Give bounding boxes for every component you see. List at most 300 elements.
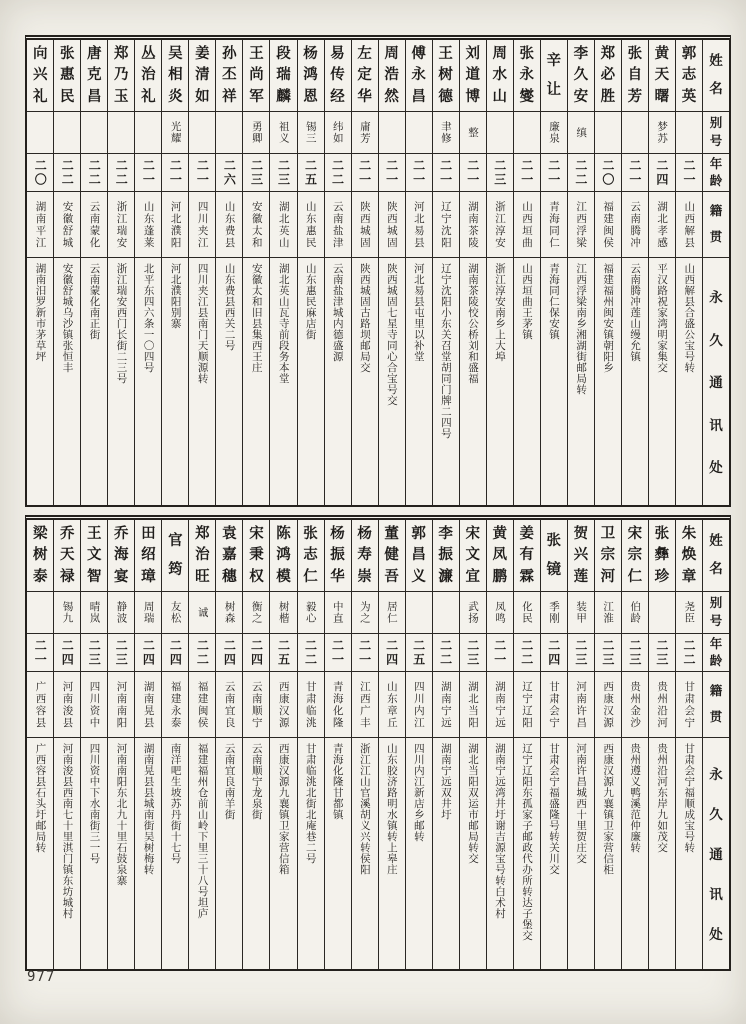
name-cell: 贺 兴 莲 xyxy=(568,520,594,592)
person-column xyxy=(269,40,296,505)
age-cell: 二一 xyxy=(541,154,567,192)
age-cell: 二六 xyxy=(216,154,242,192)
person-column xyxy=(567,520,594,969)
hao-cell: 武扬 xyxy=(460,592,486,634)
native-cell: 湖南平江 xyxy=(27,192,53,258)
column-header-name: 姓 名 xyxy=(703,40,729,112)
hao-cell xyxy=(27,112,53,154)
hao-cell xyxy=(487,112,513,154)
age-cell: 二一 xyxy=(487,634,513,672)
hao-cell xyxy=(135,112,161,154)
name-cell: 张 镜 xyxy=(541,520,567,592)
person-column xyxy=(432,520,459,969)
hao-cell: 诚 xyxy=(189,592,215,634)
native-cell: 福建永泰 xyxy=(162,672,188,738)
column-header-address: 永 久 通 讯 处 xyxy=(703,738,729,969)
native-cell: 云南盐津 xyxy=(325,192,351,258)
name-cell: 刘 道 博 xyxy=(460,40,486,112)
native-cell: 浙江瑞安 xyxy=(108,192,134,258)
age-cell: 二三 xyxy=(460,634,486,672)
column-header-hao: 别 号 xyxy=(703,112,729,154)
address-cell: 北平东四六条一〇四号 xyxy=(142,263,155,373)
hao-cell: 廉泉 xyxy=(541,112,567,154)
native-cell: 贵州沿河 xyxy=(649,672,675,738)
address-cell: 四川资中下水南街三一号 xyxy=(88,743,101,864)
column-header-address: 永 久 通 讯 处 xyxy=(703,258,729,505)
native-cell: 贵州金沙 xyxy=(622,672,648,738)
address-cell: 浙江江山官溪胡义兴转侯阳 xyxy=(358,743,371,875)
native-cell: 山西解县 xyxy=(676,192,702,258)
hao-cell: 凤鸣 xyxy=(487,592,513,634)
age-cell: 二二 xyxy=(325,154,351,192)
age-cell: 二二 xyxy=(54,154,80,192)
address-cell: 河南浚县西南七十里淇门镇东坊城村 xyxy=(61,743,74,919)
address-cell: 湖北英山瓦寺前段务本堂 xyxy=(277,263,290,384)
address-cell: 青海化隆甘都镇 xyxy=(331,743,344,820)
address-cell: 湖南晃县县城南街吴树梅转 xyxy=(142,743,155,875)
native-cell: 山东蓬莱 xyxy=(135,192,161,258)
address-cell: 南洋吧生坡苏丹街十七号 xyxy=(169,743,182,864)
address-cell: 辽宁辽阳东孤家子邮政代办所转达子堡交 xyxy=(521,743,534,941)
address-cell: 河南许昌城西十里贺庄交 xyxy=(575,743,588,864)
hao-cell xyxy=(108,112,134,154)
person-column xyxy=(432,40,459,505)
native-cell: 广西容县 xyxy=(27,672,53,738)
name-cell: 郭 昌 义 xyxy=(406,520,432,592)
native-cell: 西康汉源 xyxy=(595,672,621,738)
hao-cell: 锡三 xyxy=(298,112,324,154)
native-cell: 江西浮梁 xyxy=(568,192,594,258)
address-cell: 河南南阳东北九十里石鼓泉寨 xyxy=(115,743,128,886)
person-column xyxy=(351,520,378,969)
person-column xyxy=(242,40,269,505)
name-cell: 陈 鸿 模 xyxy=(270,520,296,592)
age-cell: 二四 xyxy=(54,634,80,672)
hao-cell: 装甲 xyxy=(568,592,594,634)
hao-cell: 纬如 xyxy=(325,112,351,154)
address-cell: 云南盐津城内德盛源 xyxy=(331,263,344,362)
name-cell: 吴 相 炎 xyxy=(162,40,188,112)
name-cell: 宋 秉 权 xyxy=(243,520,269,592)
native-cell: 河南许昌 xyxy=(568,672,594,738)
name-cell: 张 自 芳 xyxy=(622,40,648,112)
age-cell: 二二 xyxy=(433,634,459,672)
person-column xyxy=(297,40,324,505)
person-column xyxy=(621,40,648,505)
address-cell: 山东费县西关二号 xyxy=(223,263,236,351)
native-cell: 湖北英山 xyxy=(270,192,296,258)
native-cell: 云南顺宁 xyxy=(243,672,269,738)
column-header-hao: 别 号 xyxy=(703,592,729,634)
name-cell: 董 健 吾 xyxy=(379,520,405,592)
address-cell: 浙江瑞安西门长街二三号 xyxy=(115,263,128,384)
hao-cell xyxy=(433,592,459,634)
hao-cell xyxy=(676,112,702,154)
age-cell: 二三 xyxy=(108,634,134,672)
native-cell: 福建闽侯 xyxy=(595,192,621,258)
address-cell: 甘肃会宁福盛隆号转关川交 xyxy=(548,743,561,875)
person-column xyxy=(188,40,215,505)
hao-cell xyxy=(406,592,432,634)
person-column xyxy=(107,520,134,969)
age-cell: 二四 xyxy=(216,634,242,672)
name-cell: 姜 清 如 xyxy=(189,40,215,112)
address-cell: 山东惠民麻店街 xyxy=(304,263,317,340)
name-cell: 官 筠 xyxy=(162,520,188,592)
person-column xyxy=(297,520,324,969)
address-cell: 甘肃会宁福顺成宝号转 xyxy=(683,743,696,853)
column-header-native: 籍 贯 xyxy=(703,672,729,738)
address-cell: 山西解县合盛公宝号转 xyxy=(683,263,696,373)
native-cell: 陕西城固 xyxy=(352,192,378,258)
name-cell: 黄 凤 鹏 xyxy=(487,520,513,592)
name-cell: 郑 治 旺 xyxy=(189,520,215,592)
address-cell: 浙江淳安南乡上大埠 xyxy=(493,263,506,362)
native-cell: 山西垣曲 xyxy=(514,192,540,258)
native-cell: 西康汉源 xyxy=(270,672,296,738)
address-cell: 湖南宁远湾井圩谢吉源宝号转白术村 xyxy=(493,743,506,919)
name-cell: 朱 焕 章 xyxy=(676,520,702,592)
person-column xyxy=(215,40,242,505)
person-column xyxy=(459,520,486,969)
person-column xyxy=(188,520,215,969)
person-column xyxy=(134,520,161,969)
name-cell: 周 浩 然 xyxy=(379,40,405,112)
hao-cell: 祖义 xyxy=(270,112,296,154)
person-column xyxy=(378,40,405,505)
hao-cell: 友松 xyxy=(162,592,188,634)
hao-cell: 衡之 xyxy=(243,592,269,634)
age-cell: 二三 xyxy=(568,634,594,672)
native-cell: 湖南晃县 xyxy=(135,672,161,738)
age-cell: 二一 xyxy=(189,154,215,192)
person-column xyxy=(405,40,432,505)
age-cell: 二一 xyxy=(433,154,459,192)
name-cell: 卫 宗 河 xyxy=(595,520,621,592)
age-cell: 二一 xyxy=(162,154,188,192)
hao-cell xyxy=(216,112,242,154)
name-cell: 王 文 智 xyxy=(81,520,107,592)
native-cell: 山东章丘 xyxy=(379,672,405,738)
name-cell: 张 志 仁 xyxy=(298,520,324,592)
hao-cell: 伯龄 xyxy=(622,592,648,634)
person-column xyxy=(675,40,702,505)
person-column xyxy=(648,40,675,505)
person-column xyxy=(53,40,80,505)
native-cell: 山东费县 xyxy=(216,192,242,258)
name-cell: 丛 治 礼 xyxy=(135,40,161,112)
native-cell: 辽宁辽阳 xyxy=(514,672,540,738)
native-cell: 云南宜良 xyxy=(216,672,242,738)
hao-cell: 静波 xyxy=(108,592,134,634)
name-cell: 李 振 濂 xyxy=(433,520,459,592)
column-header-age: 年 龄 xyxy=(703,154,729,192)
person-column xyxy=(53,520,80,969)
hao-cell: 缜 xyxy=(568,112,594,154)
person-column xyxy=(594,40,621,505)
person-column xyxy=(378,520,405,969)
age-cell: 二一 xyxy=(27,634,53,672)
address-cell: 云南腾冲莲山缦允镇 xyxy=(629,263,642,362)
address-cell: 平汉路祝家湾明家集交 xyxy=(656,263,669,373)
hao-cell: 周瑞 xyxy=(135,592,161,634)
age-cell: 二三 xyxy=(487,154,513,192)
address-cell: 江西浮梁南乡湘湖街邮局转 xyxy=(575,263,588,395)
name-cell: 唐 克 昌 xyxy=(81,40,107,112)
native-cell: 河南南阳 xyxy=(108,672,134,738)
name-cell: 宋 文 宜 xyxy=(460,520,486,592)
person-column xyxy=(675,520,702,969)
person-column xyxy=(27,520,53,969)
age-cell: 二一 xyxy=(135,154,161,192)
address-cell: 安徽舒城乌沙镇张恒丰 xyxy=(61,263,74,373)
person-column xyxy=(80,520,107,969)
hao-cell: 庸芳 xyxy=(352,112,378,154)
name-cell: 孙 丕 祥 xyxy=(216,40,242,112)
name-cell: 杨 鸿 恩 xyxy=(298,40,324,112)
column-header-native: 籍 贯 xyxy=(703,192,729,258)
person-column xyxy=(513,520,540,969)
native-cell: 四川资中 xyxy=(81,672,107,738)
person-column xyxy=(80,40,107,505)
native-cell: 甘肃会宁 xyxy=(676,672,702,738)
age-cell: 二三 xyxy=(81,634,107,672)
name-cell: 左 定 华 xyxy=(352,40,378,112)
person-column xyxy=(540,40,567,505)
age-cell: 二一 xyxy=(460,154,486,192)
native-cell: 辽宁沈阳 xyxy=(433,192,459,258)
hao-cell: 梦苏 xyxy=(649,112,675,154)
address-cell: 广西容县石头圩邮局转 xyxy=(34,743,47,853)
age-cell: 二四 xyxy=(649,154,675,192)
hao-cell xyxy=(189,112,215,154)
age-cell: 二一 xyxy=(325,634,351,672)
age-cell: 二三 xyxy=(649,634,675,672)
header-column xyxy=(702,520,729,969)
age-cell: 二三 xyxy=(270,154,296,192)
name-cell: 李 久 安 xyxy=(568,40,594,112)
person-column xyxy=(567,40,594,505)
hao-cell: 树森 xyxy=(216,592,242,634)
age-cell: 二一 xyxy=(352,634,378,672)
hao-cell: 锡九 xyxy=(54,592,80,634)
name-cell: 黄 天 曙 xyxy=(649,40,675,112)
person-column xyxy=(107,40,134,505)
age-cell: 二二 xyxy=(298,634,324,672)
address-cell: 山东胶济路明水镇转上皋庄 xyxy=(385,743,398,875)
hao-cell: 勇卿 xyxy=(243,112,269,154)
age-cell: 二四 xyxy=(162,634,188,672)
address-cell: 甘肃临洮北街北庵巷二号 xyxy=(304,743,317,864)
name-cell: 张 惠 民 xyxy=(54,40,80,112)
address-cell: 云南顺宁龙泉街 xyxy=(250,743,263,820)
hao-cell: 毅心 xyxy=(298,592,324,634)
name-cell: 王 树 德 xyxy=(433,40,459,112)
address-cell: 西康汉源九襄镇卫家营信箱 xyxy=(277,743,290,875)
address-cell: 四川夹江县南门天顺源转 xyxy=(196,263,209,384)
native-cell: 河北易县 xyxy=(406,192,432,258)
age-cell: 二二 xyxy=(568,154,594,192)
person-column xyxy=(134,40,161,505)
name-cell: 乔 海 宴 xyxy=(108,520,134,592)
age-cell: 二四 xyxy=(379,634,405,672)
name-cell: 袁 嘉 穗 xyxy=(216,520,242,592)
address-cell: 云南宜良南羊街 xyxy=(223,743,236,820)
hao-cell: 尧臣 xyxy=(676,592,702,634)
person-column xyxy=(459,40,486,505)
name-cell: 杨 振 华 xyxy=(325,520,351,592)
age-cell: 二五 xyxy=(270,634,296,672)
name-cell: 杨 寿 崇 xyxy=(352,520,378,592)
native-cell: 安徽舒城 xyxy=(54,192,80,258)
hao-cell xyxy=(514,112,540,154)
address-cell: 湖北当阳双运市邮局转交 xyxy=(466,743,479,864)
address-cell: 湖南汨罗新市茅草坪 xyxy=(34,263,47,362)
hao-cell xyxy=(81,112,107,154)
native-cell: 安徽太和 xyxy=(243,192,269,258)
name-cell: 乔 天 禄 xyxy=(54,520,80,592)
address-cell: 福建福州仓前山岭下里三十八号坦庐 xyxy=(196,743,209,919)
hao-cell xyxy=(649,592,675,634)
page-number: 977 xyxy=(27,969,56,985)
name-cell: 张 永 燮 xyxy=(514,40,540,112)
age-cell: 二一 xyxy=(352,154,378,192)
age-cell: 二二 xyxy=(676,634,702,672)
hao-cell: 树楷 xyxy=(270,592,296,634)
age-cell: 二四 xyxy=(541,634,567,672)
age-cell: 二〇 xyxy=(595,154,621,192)
native-cell: 浙江淳安 xyxy=(487,192,513,258)
address-cell: 贵州沿河东岸九如茂交 xyxy=(656,743,669,853)
hao-cell: 整 xyxy=(460,112,486,154)
native-cell: 甘肃临洮 xyxy=(298,672,324,738)
address-cell: 安徽太和旧县集西王庄 xyxy=(250,263,263,373)
address-cell: 西康汉源九襄镇卫家营信柜 xyxy=(602,743,615,875)
person-column xyxy=(215,520,242,969)
header-column xyxy=(702,40,729,505)
hao-cell xyxy=(27,592,53,634)
native-cell: 湖南茶陵 xyxy=(460,192,486,258)
hao-cell: 居仁 xyxy=(379,592,405,634)
person-column xyxy=(405,520,432,969)
name-cell: 傅 永 昌 xyxy=(406,40,432,112)
native-cell: 湖北孝感 xyxy=(649,192,675,258)
native-cell: 湖南宁远 xyxy=(487,672,513,738)
age-cell: 二四 xyxy=(243,634,269,672)
person-column xyxy=(648,520,675,969)
person-column xyxy=(161,40,188,505)
directory-table-top xyxy=(25,35,731,507)
name-cell: 辛 让 xyxy=(541,40,567,112)
address-cell: 陕西城固七星寺同心合宝号交 xyxy=(385,263,398,406)
address-cell: 贵州遵义鸭溪范仲廉转 xyxy=(629,743,642,853)
age-cell: 二三 xyxy=(595,634,621,672)
native-cell: 湖南宁远 xyxy=(433,672,459,738)
hao-cell: 光耀 xyxy=(162,112,188,154)
hao-cell: 聿修 xyxy=(433,112,459,154)
native-cell: 福建闽侯 xyxy=(189,672,215,738)
hao-cell xyxy=(54,112,80,154)
address-cell: 河北易县屯里以补堂 xyxy=(412,263,425,362)
native-cell: 河北濮阳 xyxy=(162,192,188,258)
name-cell: 张 彝 珍 xyxy=(649,520,675,592)
person-column xyxy=(351,40,378,505)
age-cell: 二五 xyxy=(406,634,432,672)
hao-cell xyxy=(622,112,648,154)
name-cell: 田 绍 璋 xyxy=(135,520,161,592)
name-cell: 郑 必 胜 xyxy=(595,40,621,112)
native-cell: 山东惠民 xyxy=(298,192,324,258)
name-cell: 段 瑞 麟 xyxy=(270,40,296,112)
person-column xyxy=(324,520,351,969)
person-column xyxy=(621,520,648,969)
name-cell: 易 传 经 xyxy=(325,40,351,112)
native-cell: 河南浚县 xyxy=(54,672,80,738)
native-cell: 湖北当阳 xyxy=(460,672,486,738)
name-cell: 郑 乃 玉 xyxy=(108,40,134,112)
person-column xyxy=(161,520,188,969)
age-cell: 二〇 xyxy=(27,154,53,192)
hao-cell: 晴岚 xyxy=(81,592,107,634)
address-cell: 辽宁沈阳小东关召堂胡同门牌二四号 xyxy=(439,263,452,439)
hao-cell: 中直 xyxy=(325,592,351,634)
address-cell: 湖南茶陵恔公桥刘和盛福 xyxy=(466,263,479,384)
directory-table-bottom xyxy=(25,515,731,971)
age-cell: 二三 xyxy=(622,634,648,672)
address-cell: 河北濮阳别寨 xyxy=(169,263,182,329)
hao-cell: 季刚 xyxy=(541,592,567,634)
native-cell: 青海同仁 xyxy=(541,192,567,258)
address-cell: 青海同仁保安镇 xyxy=(548,263,561,340)
person-column xyxy=(486,520,513,969)
age-cell: 二四 xyxy=(135,634,161,672)
person-column xyxy=(486,40,513,505)
person-column xyxy=(269,520,296,969)
name-cell: 宋 宗 仁 xyxy=(622,520,648,592)
column-header-name: 姓 名 xyxy=(703,520,729,592)
person-column xyxy=(242,520,269,969)
native-cell: 云南腾冲 xyxy=(622,192,648,258)
address-cell: 山西垣曲王茅镇 xyxy=(521,263,534,340)
address-cell: 四川内江新店乡邮转 xyxy=(412,743,425,842)
person-column xyxy=(324,40,351,505)
hao-cell: 为之 xyxy=(352,592,378,634)
address-cell: 湖南宁远双井圩 xyxy=(439,743,452,820)
name-cell: 郭 志 英 xyxy=(676,40,702,112)
age-cell: 二二 xyxy=(189,634,215,672)
name-cell: 姜 有 霖 xyxy=(514,520,540,592)
age-cell: 二一 xyxy=(406,154,432,192)
native-cell: 陕西城固 xyxy=(379,192,405,258)
native-cell: 甘肃会宁 xyxy=(541,672,567,738)
address-cell: 陕西城固古路坝邮局交 xyxy=(358,263,371,373)
name-cell: 王 尚 军 xyxy=(243,40,269,112)
age-cell: 二一 xyxy=(379,154,405,192)
hao-cell xyxy=(595,112,621,154)
hao-cell xyxy=(406,112,432,154)
age-cell: 二三 xyxy=(243,154,269,192)
hao-cell xyxy=(379,112,405,154)
age-cell: 二二 xyxy=(81,154,107,192)
person-column xyxy=(594,520,621,969)
name-cell: 梁 树 泰 xyxy=(27,520,53,592)
person-column xyxy=(540,520,567,969)
native-cell: 四川夹江 xyxy=(189,192,215,258)
hao-cell: 化民 xyxy=(514,592,540,634)
age-cell: 二一 xyxy=(514,154,540,192)
age-cell: 二五 xyxy=(298,154,324,192)
column-header-age: 年 龄 xyxy=(703,634,729,672)
